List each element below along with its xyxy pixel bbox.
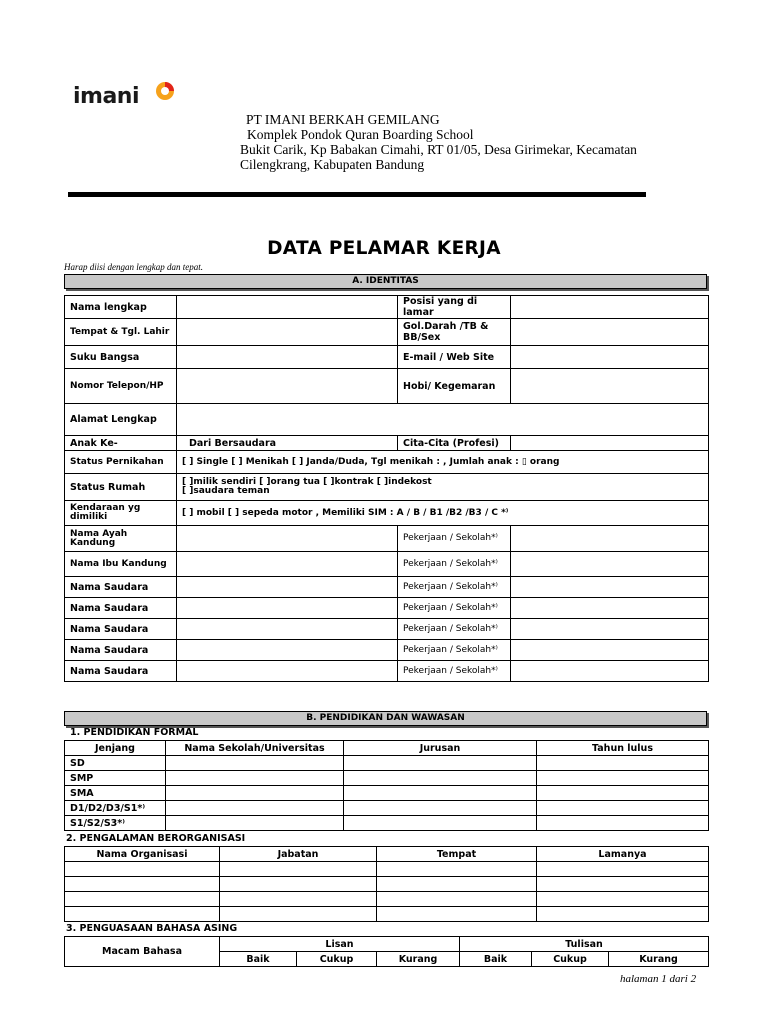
label-pekerjaan: Pekerjaan / Sekolah*⁾: [398, 619, 511, 640]
cell[interactable]: [65, 892, 220, 907]
input-posisi[interactable]: [511, 296, 709, 319]
label-status-rumah: Status Rumah: [65, 474, 177, 501]
label-pekerjaan: Pekerjaan / Sekolah*⁾: [398, 598, 511, 619]
identity-table: [64, 295, 709, 682]
company-logo: imani: [73, 84, 140, 109]
header-tulisan-baik: Baik: [460, 952, 532, 967]
cell[interactable]: [220, 862, 377, 877]
label-saudara: Nama Saudara: [65, 577, 177, 598]
header-sekolah: Nama Sekolah/Universitas: [166, 741, 344, 756]
row-sd: SD: [65, 756, 166, 771]
header-divider: [68, 192, 646, 197]
input-telepon[interactable]: [177, 369, 398, 404]
header-tulisan-cukup: Cukup: [532, 952, 609, 967]
row-diploma: D1/D2/D3/S1*⁾: [65, 801, 166, 816]
label-ibu: Nama Ibu Kandung: [65, 552, 177, 577]
company-address-3: Cilengkrang, Kabupaten Bandung: [240, 157, 425, 172]
label-alamat: Alamat Lengkap: [65, 404, 177, 436]
cell[interactable]: [344, 816, 537, 831]
label-status-nikah: Status Pernikahan: [65, 451, 177, 474]
cell[interactable]: [537, 892, 709, 907]
input-cita[interactable]: [511, 436, 709, 451]
cell[interactable]: [537, 862, 709, 877]
header-tulisan: Tulisan: [460, 937, 709, 952]
header-lisan-cukup: Cukup: [297, 952, 377, 967]
label-ayah: Nama Ayah Kandung: [65, 526, 177, 552]
label-pekerjaan: Pekerjaan / Sekolah*⁾: [398, 526, 511, 552]
input-saudara[interactable]: [177, 598, 398, 619]
label-saudara: Nama Saudara: [65, 619, 177, 640]
instruction-note: Harap diisi dengan lengkap dan tepat.: [64, 262, 203, 272]
formal-education-table: [64, 740, 709, 831]
input-saudara[interactable]: [177, 661, 398, 682]
label-posisi: Posisi yang di lamar: [398, 296, 511, 319]
input-saudara[interactable]: [177, 619, 398, 640]
cell[interactable]: [537, 756, 709, 771]
row-sma: SMA: [65, 786, 166, 801]
input-nama[interactable]: [177, 296, 398, 319]
input-saudara[interactable]: [177, 577, 398, 598]
company-address-2: Bukit Carik, Kp Babakan Cimahi, RT 01/05, Desa Girimekar, Kecamatan: [240, 142, 637, 157]
input-pekerjaan-saudara[interactable]: [511, 598, 709, 619]
input-pekerjaan-saudara[interactable]: [511, 661, 709, 682]
company-name: PT IMANI BERKAH GEMILANG: [246, 112, 440, 127]
section-b-header: B. PENDIDIKAN DAN WAWASAN: [64, 711, 707, 726]
header-jabatan: Jabatan: [220, 847, 377, 862]
input-pekerjaan-saudara[interactable]: [511, 577, 709, 598]
cell[interactable]: [220, 892, 377, 907]
cell[interactable]: [65, 877, 220, 892]
cell[interactable]: [344, 801, 537, 816]
header-jurusan: Jurusan: [344, 741, 537, 756]
page-title: DATA PELAMAR KERJA: [267, 238, 501, 259]
header-jenjang: Jenjang: [65, 741, 166, 756]
label-telepon: Nomor Telepon/HP: [65, 369, 177, 404]
cell[interactable]: [537, 907, 709, 922]
label-saudara: Nama Saudara: [65, 598, 177, 619]
input-ttl[interactable]: [177, 319, 398, 346]
header-organisasi: Nama Organisasi: [65, 847, 220, 862]
cell[interactable]: [537, 801, 709, 816]
cell[interactable]: [377, 907, 537, 922]
cell[interactable]: [377, 877, 537, 892]
cell[interactable]: [166, 771, 344, 786]
cell[interactable]: [377, 892, 537, 907]
language-table: [64, 936, 709, 967]
organization-table: [64, 846, 709, 922]
formal-education-title: 1. PENDIDIKAN FORMAL: [70, 727, 199, 738]
status-rumah-options[interactable]: [ ]milik sendiri [ ]orang tua [ ]kontrak [ ]indekost [ ]saudara teman: [177, 474, 709, 501]
kendaraan-options[interactable]: [ ] mobil [ ] sepeda motor , Memiliki SIM : A / B / B1 /B2 /B3 / C *⁾: [177, 501, 709, 526]
header-tempat: Tempat: [377, 847, 537, 862]
input-email[interactable]: [511, 346, 709, 369]
input-ibu[interactable]: [177, 552, 398, 577]
page-number: halaman 1 dari 2: [620, 973, 697, 985]
label-email: E-mail / Web Site: [398, 346, 511, 369]
cell[interactable]: [344, 756, 537, 771]
header-tulisan-kurang: Kurang: [609, 952, 709, 967]
input-pekerjaan-ibu[interactable]: [511, 552, 709, 577]
cell[interactable]: [166, 786, 344, 801]
label-hobi: Hobi/ Kegemaran: [398, 369, 511, 404]
cell[interactable]: [166, 816, 344, 831]
input-ayah[interactable]: [177, 526, 398, 552]
input-pekerjaan-saudara[interactable]: [511, 640, 709, 661]
label-kendaraan: Kendaraan yg dimiliki: [65, 501, 177, 526]
input-goldarah[interactable]: [511, 319, 709, 346]
logo-mark-icon: [152, 78, 178, 104]
input-hobi[interactable]: [511, 369, 709, 404]
cell[interactable]: [65, 907, 220, 922]
cell[interactable]: [166, 756, 344, 771]
language-title: 3. PENGUASAAN BAHASA ASING: [66, 923, 238, 934]
header-lisan: Lisan: [220, 937, 460, 952]
input-alamat[interactable]: [177, 404, 709, 436]
label-dari-bersaudara: Dari Bersaudara: [177, 436, 398, 451]
label-anak-ke: Anak Ke-: [65, 436, 177, 451]
label-pekerjaan: Pekerjaan / Sekolah*⁾: [398, 640, 511, 661]
label-pekerjaan: Pekerjaan / Sekolah*⁾: [398, 552, 511, 577]
cell[interactable]: [537, 877, 709, 892]
cell[interactable]: [220, 907, 377, 922]
row-sarjana: S1/S2/S3*⁾: [65, 816, 166, 831]
cell[interactable]: [537, 786, 709, 801]
cell[interactable]: [220, 877, 377, 892]
cell[interactable]: [344, 786, 537, 801]
header-macam-bahasa: Macam Bahasa: [65, 937, 220, 967]
input-saudara[interactable]: [177, 640, 398, 661]
input-suku[interactable]: [177, 346, 398, 369]
status-nikah-options[interactable]: [ ] Single [ ] Menikah [ ] Janda/Duda, Tgl menikah : , Jumlah anak : ▯ orang: [177, 451, 709, 474]
cell[interactable]: [537, 816, 709, 831]
label-pekerjaan: Pekerjaan / Sekolah*⁾: [398, 661, 511, 682]
header-lisan-kurang: Kurang: [377, 952, 460, 967]
label-saudara: Nama Saudara: [65, 640, 177, 661]
cell[interactable]: [377, 862, 537, 877]
label-suku: Suku Bangsa: [65, 346, 177, 369]
cell[interactable]: [166, 801, 344, 816]
section-a-header: A. IDENTITAS: [64, 274, 707, 289]
header-tahun-lulus: Tahun lulus: [537, 741, 709, 756]
cell[interactable]: [344, 771, 537, 786]
cell[interactable]: [537, 771, 709, 786]
label-cita: Cita-Cita (Profesi): [398, 436, 511, 451]
input-pekerjaan-ayah[interactable]: [511, 526, 709, 552]
label-ttl: Tempat & Tgl. Lahir: [65, 319, 177, 346]
input-pekerjaan-saudara[interactable]: [511, 619, 709, 640]
label-pekerjaan: Pekerjaan / Sekolah*⁾: [398, 577, 511, 598]
label-goldarah: Gol.Darah /TB & BB/Sex: [398, 319, 511, 346]
cell[interactable]: [65, 862, 220, 877]
company-address-1: Komplek Pondok Quran Boarding School: [247, 127, 474, 142]
row-smp: SMP: [65, 771, 166, 786]
header-lisan-baik: Baik: [220, 952, 297, 967]
label-nama: Nama lengkap: [65, 296, 177, 319]
header-lamanya: Lamanya: [537, 847, 709, 862]
organization-title: 2. PENGALAMAN BERORGANISASI: [66, 833, 246, 844]
label-saudara: Nama Saudara: [65, 661, 177, 682]
